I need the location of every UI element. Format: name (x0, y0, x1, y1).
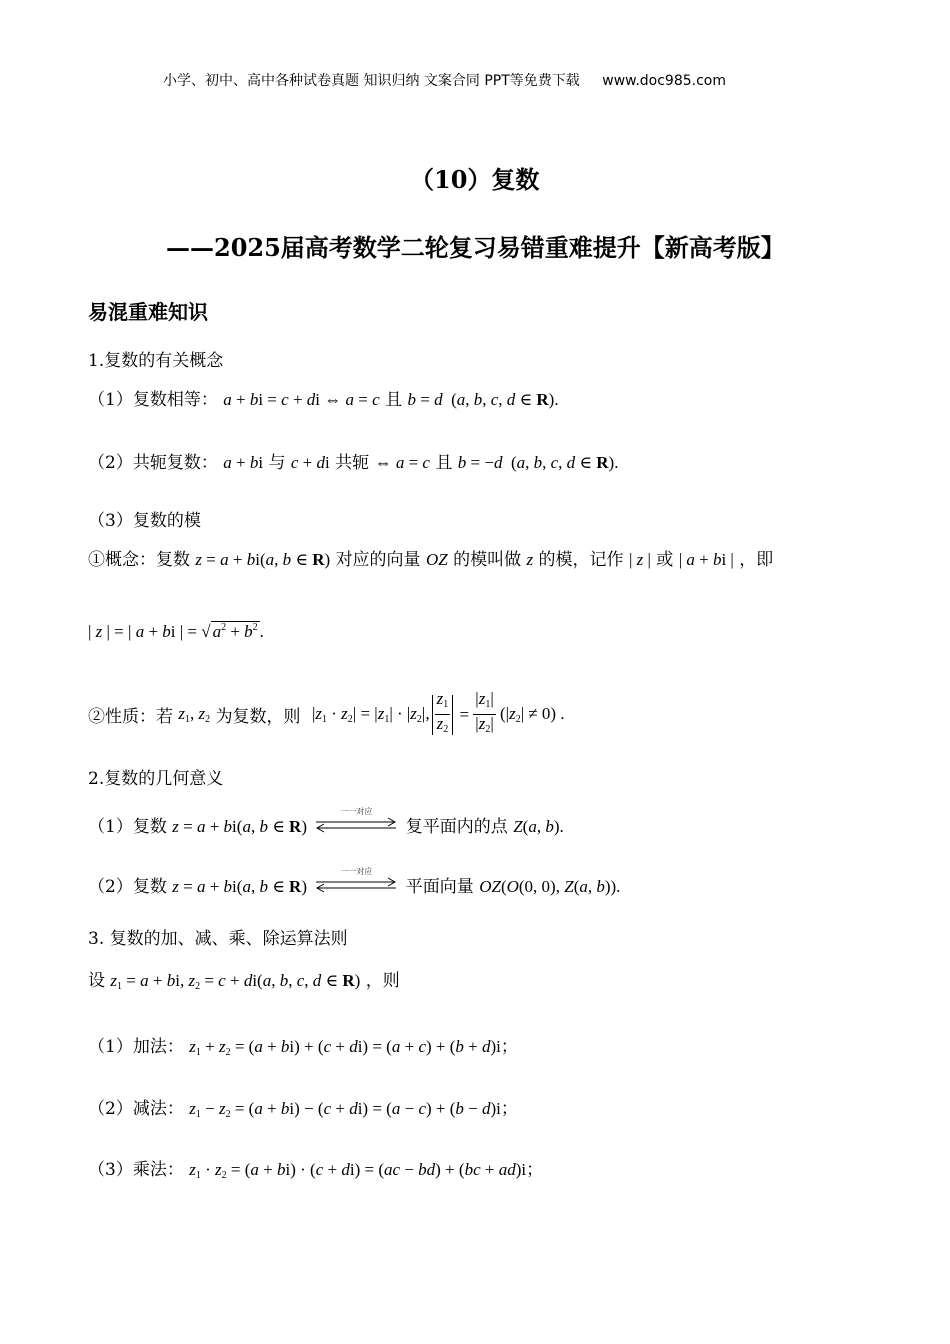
s1-item-conjugate: （2）共轭复数： a + bi 与 c + di 共轭 ⇔ a = c 且 b = −d (a, b, c, d ∈ R). (88, 453, 619, 473)
formula-modulus-property: $|z_1 \cdot z_2| = |z_1| \cdot |z_2|$, $\frac{z_1}{z_2}$ = $\frac{|z_1|}{|z_2|}$ $(|z_2| \ne 0)$ . (311, 689, 565, 735)
s1-item-equal: （1）复数相等： a + bi = c + di ⇔ a = c 且 b = d (a, b, c, d ∈ R). (88, 390, 559, 410)
s3-addition: （1）加法： $z_1 + z_2 = (a + bi) + (c + di) = (a + c) + (b + d)i$； (88, 1037, 518, 1058)
header-url[interactable]: www.doc985.com (602, 73, 726, 89)
s1-concept: ①概念：复数 z = a + bi(a, b ∈ R) 对应的向量 OZ 的模叫做 z 的模，记作 | z | 或 | a + bi | ，即 (88, 550, 774, 570)
header-text: 小学、初中、高中各种试卷真题 知识归纳 文案合同 PPT等免费下载 (163, 73, 580, 89)
page-subtitle: ——2025届高考数学二轮复习易错重难提升【新高考版】 (166, 233, 785, 262)
formula-modulus: | z | = | a + bi | = √ $a^2 + b^2$ . (88, 622, 264, 641)
page-title: （10）复数 (410, 165, 540, 194)
formula-equal: a + bi = c + di ⇔ a = c (223, 390, 380, 409)
s3-subtraction: （2）减法： $z_1 - z_2 = (a + bi) - (c + di) = (a - c) + (b - d)i$； (88, 1099, 518, 1120)
s2-item-vector: （2）复数 z = a + bi(a, b ∈ R) 一一对应 平面向量 OZ(O(0, 0), Z(a, b)). (88, 867, 621, 897)
s3-heading: 3. 复数的加、减、乘、除运算法则 (88, 929, 348, 949)
one-to-one-arrow-icon: 一一对应 (314, 816, 398, 834)
one-to-one-arrow-icon: 一一对应 (314, 876, 398, 894)
s1-item-modulus: （3）复数的模 (88, 511, 201, 531)
section-heading: 易混重难知识 (88, 300, 208, 324)
s1-heading: 1.复数的有关概念 (88, 351, 224, 371)
s3-let: 设 $z_1 = a$ + bi, $z_2 = c + di(a$, b, c, d ∈ R) ，则 (88, 971, 400, 992)
s1-property: ②性质：若 $z_1$, $z_2$ 为复数，则 $|z_1 \cdot z_2| = |z_1| \cdot |z_2|$, $\frac{z_1}{z_2}$ = $\frac{|z_1|}{|z_2|}$ $(|z_2| \ne 0)$ . (88, 690, 565, 739)
s2-heading: 2.复数的几何意义 (88, 769, 224, 789)
s2-item-point: （1）复数 z = a + bi(a, b ∈ R) 一一对应 复平面内的点 Z(a, b). (88, 807, 564, 837)
s3-multiplication: （3）乘法： $z_1 \cdot z_2 = (a + bi) \cdot (c + di) = (ac - bd) + (bc + ad)i$； (88, 1160, 544, 1181)
page-header (163, 70, 726, 90)
